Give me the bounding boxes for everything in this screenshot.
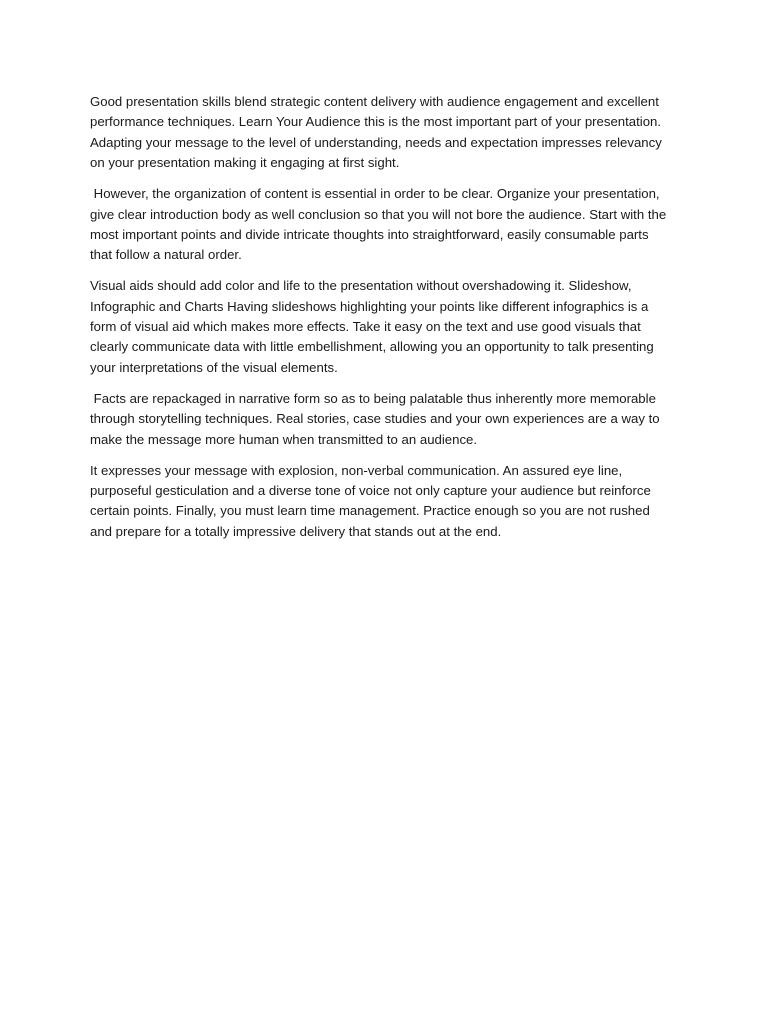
paragraph-5: It expresses your message with explosion, non-verbal communication. An assured eye line, purposeful gesticulation and a diverse tone of voice not only capture your audience but reinforce certain points. Finally, you must learn time management. Practice enough so you are not rushed and prepare for a totally impressive delivery that stands out at the end.	[90, 462, 655, 539]
paragraph-3: Visual aids should add color and life to the presentation without overshadowing it. Slideshow, Infographic and Charts Having slideshows highlighting your points like different infographics is a form of visual aid which makes more effects. Take it easy on the text and use good visuals that clearly communicate data with little embellishment, allowing you an opportunity to talk presenting your interpretations of the visual elements.	[90, 278, 658, 375]
paragraph-2: However, the organization of content is essential in order to be clear. Organize your presentation, give clear introduction body as well conclusion so that you will not bore the audience. Start with the most important points and divide intricate thoughts into straightforward, easily consumable parts that follow a natural order.	[90, 186, 670, 263]
paragraph-4: Facts are repackaged in narrative form so as to being palatable thus inherently more memorable through storytelling techniques. Real stories, case studies and your own experiences are a way to make the message more human when transmitted to an audience.	[90, 390, 664, 447]
paragraph-1: Good presentation skills blend strategic content delivery with audience engagement and excellent performance techniques. Learn Your Audience this is the most important part of your presentation. Adapting your message to the level of understanding, needs and expectation impresses relevancy on your presentation making it engaging at first sight.	[90, 94, 666, 171]
document-body	[90, 92, 674, 553]
